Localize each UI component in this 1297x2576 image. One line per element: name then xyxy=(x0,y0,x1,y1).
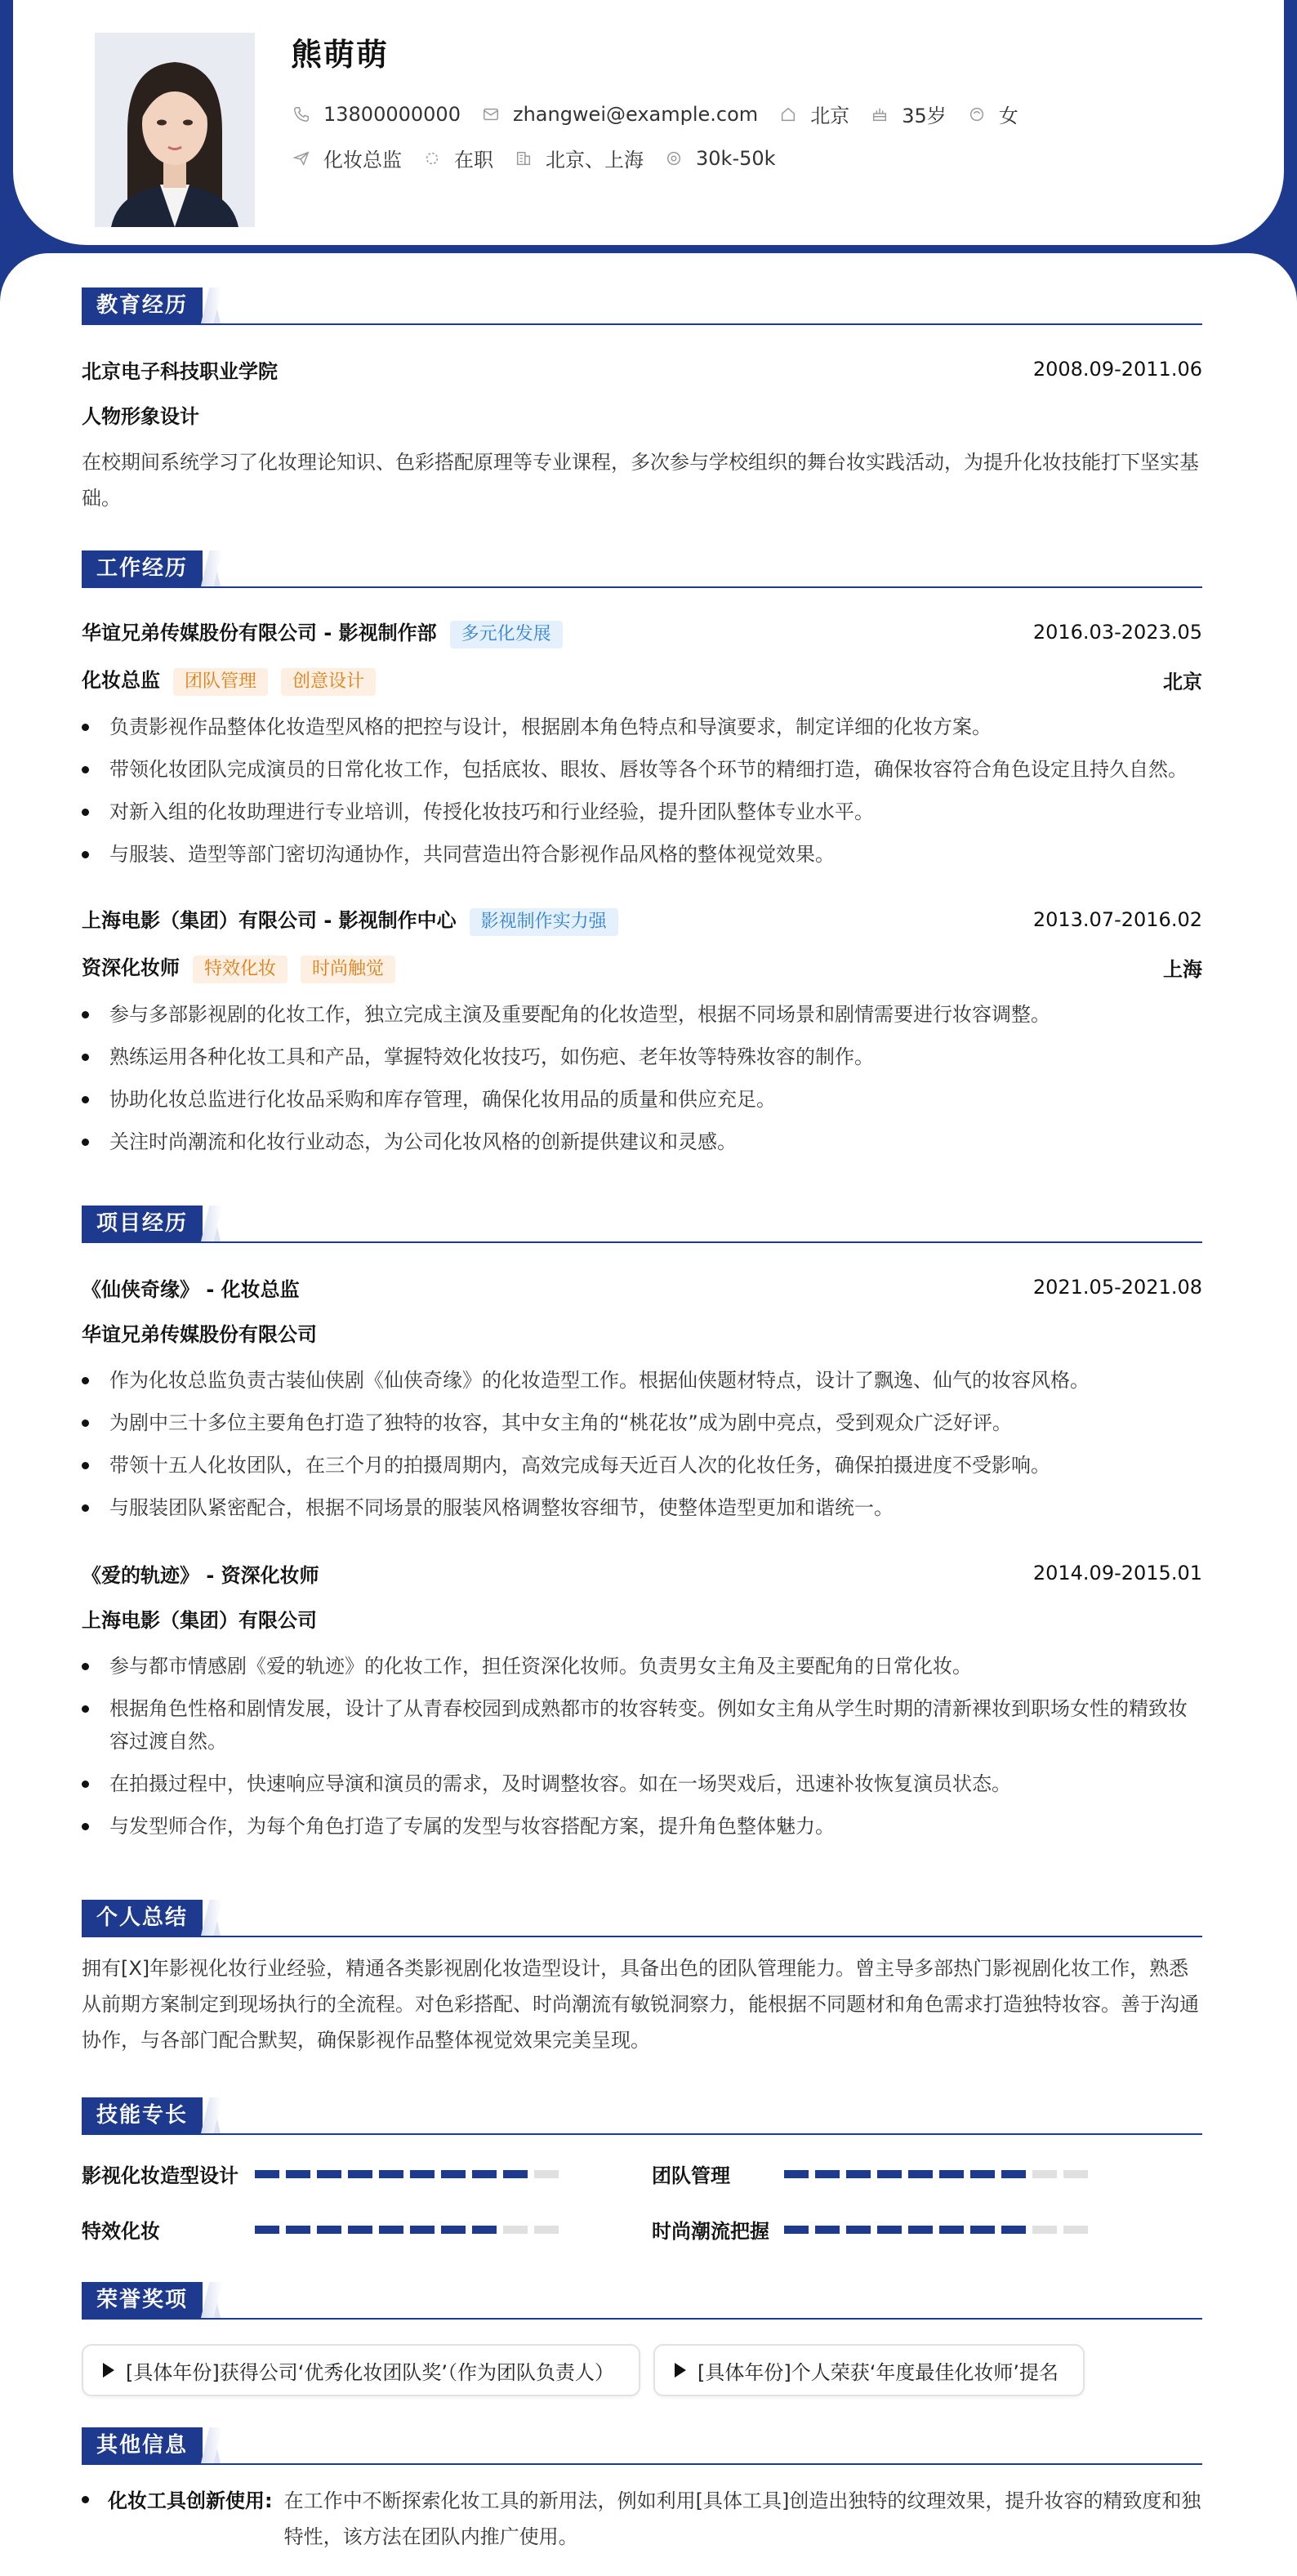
job-title-line xyxy=(82,952,395,983)
skill-bar-segment xyxy=(1001,2170,1026,2178)
skill-bar-segment xyxy=(877,2170,902,2178)
skill-bar-segment xyxy=(503,2170,528,2178)
education-desc: 在校期间系统学习了化妆理论知识、色彩搭配原理等专业课程，多次参与学校组织的舞台妆实践活动，为提升化妆技能打下坚实基础。 xyxy=(82,451,1199,510)
skill-bar-segment xyxy=(441,2170,466,2178)
honor-text: [具体年份]获得公司‘优秀化妆团队奖’（作为团队负责人） xyxy=(126,2360,614,2384)
education-section xyxy=(82,287,1202,325)
phone-text: 13800000000 xyxy=(323,102,461,126)
avatar-portrait-icon xyxy=(95,33,255,227)
phone-info xyxy=(292,103,461,126)
city-info xyxy=(779,100,849,128)
skill-bar-segment xyxy=(534,2170,559,2178)
skill-bar-segment xyxy=(1032,2226,1057,2234)
skill-bar-segment xyxy=(1001,2226,1026,2234)
mail-icon xyxy=(482,105,500,123)
skill-bar-segment xyxy=(472,2170,497,2178)
section-title: 个人总结 xyxy=(82,1900,203,1936)
list-item: 为剧中三十多位主要角色打造了独特的妆容，其中女主角的“桃花妆”成为剧中亮点，受到观众广泛好评。 xyxy=(82,1406,1202,1439)
section-title: 其他信息 xyxy=(82,2427,203,2463)
other-label: 化妆工具创新使用: xyxy=(108,2489,273,2512)
work-bullets xyxy=(82,998,1202,1158)
loading-icon xyxy=(423,149,441,167)
gender-info xyxy=(968,100,1018,128)
list-item: 对新入组的化妆助理进行专业培训，传授化妆技巧和行业经验，提升团队整体专业水平。 xyxy=(82,796,1202,828)
section-title: 荣誉奖项 xyxy=(82,2282,203,2318)
skill-bar-segment xyxy=(255,2226,279,2234)
project-name: 《仙侠奇缘》 - 化妆总监 xyxy=(82,1277,300,1301)
skill-bar-segment xyxy=(846,2170,871,2178)
section-header xyxy=(82,1206,1202,1243)
summary-section xyxy=(82,1900,1202,2058)
skill-tag: 特效化妆 xyxy=(193,956,287,983)
home-icon xyxy=(779,105,797,123)
skill-level-bar xyxy=(784,2226,1094,2234)
project-entry xyxy=(82,1271,1202,1534)
other-section xyxy=(82,2427,1202,2555)
job-row xyxy=(292,144,797,172)
skill-bar-segment xyxy=(317,2226,341,2234)
resume-body xyxy=(0,253,1297,2576)
section-title: 项目经历 xyxy=(82,1206,203,1241)
skill-name: 时尚潮流把握 xyxy=(652,2220,769,2243)
skill-bar-segment xyxy=(970,2170,995,2178)
work-location: 上海 xyxy=(1163,957,1202,981)
honors-section xyxy=(82,2282,1202,2396)
major-name: 人物形象设计 xyxy=(82,405,199,428)
list-item: 参与都市情感剧《爱的轨迹》的化妆工作，担任资深化妆师。负责男女主角及主要配角的日常化妆。 xyxy=(82,1650,1202,1682)
section-header xyxy=(82,287,1202,325)
project-company: 上海电影（集团）有限公司 xyxy=(82,1609,317,1632)
status-text: 在职 xyxy=(454,149,493,172)
skill-bar-segment xyxy=(255,2170,279,2178)
skills-section xyxy=(82,2097,1202,2135)
section-header xyxy=(82,2097,1202,2135)
skill-bar-segment xyxy=(815,2226,840,2234)
email-text: zhangwei@example.com xyxy=(512,102,759,126)
skill-bar-segment xyxy=(1063,2226,1088,2234)
section-header xyxy=(82,1900,1202,1937)
list-item: 在拍摄过程中，快速响应导演和演员的需求，及时调整妆容。如在一场哭戏后，迅速补妆恢复演员状态。 xyxy=(82,1767,1202,1800)
list-item: 关注时尚潮流和化妆行业动态，为公司化妆风格的创新提供建议和灵感。 xyxy=(82,1125,1202,1158)
building-icon xyxy=(515,149,533,167)
other-text: 在工作中不断探索化妆工具的新用法，例如利用[具体工具]创造出独特的纹理效果，提升妆容的精致度和独特性，该方法在团队内推广使用。 xyxy=(283,2489,1201,2548)
cake-icon xyxy=(871,105,889,123)
section-header xyxy=(82,2427,1202,2465)
list-item: 参与多部影视剧的化妆工作，独立完成主演及重要配角的化妆造型，根据不同场景和剧情需要进行妆容调整。 xyxy=(82,998,1202,1031)
skill-level-bar xyxy=(784,2170,1094,2178)
skill-bar-segment xyxy=(503,2226,528,2234)
list-item: 带领十五人化妆团队，在三个月的拍摄周期内，高效完成每天近百人次的化妆任务，确保拍摄进度不受影响。 xyxy=(82,1449,1202,1482)
skill-tag: 时尚触觉 xyxy=(301,956,395,983)
skill-bar-segment xyxy=(410,2226,435,2234)
work-bullets xyxy=(82,711,1202,871)
city-text: 北京 xyxy=(810,105,850,127)
honor-item xyxy=(653,2344,1085,2396)
job-info xyxy=(292,144,402,172)
skill-bar-segment xyxy=(379,2226,403,2234)
section-header xyxy=(82,2282,1202,2320)
summary-text: 拥有[X]年影视化妆行业经验，精通各类影视剧化妆造型设计，具备出色的团队管理能力。曾主导多部热门影视剧化妆工作，熟悉从前期方案制定到现场执行的全流程。对色彩搭配、时尚潮流有敏锐洞察力，能根据不同题材和角色需求打造独特妆容。善于沟通协作，与各部门配合默契，确保影视作品整体视觉效果完美呈现。 xyxy=(82,1957,1199,2052)
email-info xyxy=(482,103,758,126)
play-icon xyxy=(103,2363,114,2378)
list-item: 与发型师合作，为每个角色打造了专属的发型与妆容搭配方案，提升角色整体魅力。 xyxy=(82,1810,1202,1843)
age-info xyxy=(871,100,947,128)
list-item: 根据角色性格和剧情发展，设计了从青春校园到成熟都市的妆容转变。例如女主角从学生时期的清新裸妆到职场女性的精致妆容过渡自然。 xyxy=(82,1692,1202,1758)
skill-bar-segment xyxy=(970,2226,995,2234)
project-company: 华谊兄弟传媒股份有限公司 xyxy=(82,1323,317,1346)
skill-bar-segment xyxy=(877,2226,902,2234)
salary-info xyxy=(665,147,776,170)
section-title: 技能专长 xyxy=(82,2097,203,2133)
gender-text: 女 xyxy=(998,105,1018,127)
other-item xyxy=(82,2483,1202,2555)
company-tag: 影视制作实力强 xyxy=(470,908,618,936)
project-bullets xyxy=(82,1364,1202,1524)
list-item: 作为化妆总监负责古装仙侠剧《仙侠奇缘》的化妆造型工作。根据仙侠题材特点，设计了飘逸、仙气的妆容风格。 xyxy=(82,1364,1202,1397)
target-city-info xyxy=(515,144,644,172)
company-name: 上海电影（集团）有限公司 - 影视制作中心 xyxy=(82,908,457,932)
skill-item xyxy=(652,2159,1094,2188)
honor-text: [具体年份]个人荣获‘年度最佳化妆师’提名 xyxy=(697,2360,1059,2384)
send-icon xyxy=(292,149,310,167)
skill-name: 特效化妆 xyxy=(82,2220,160,2243)
skill-bar-segment xyxy=(472,2226,497,2234)
work-date: 2016.03-2023.05 xyxy=(1032,621,1202,644)
work-location: 北京 xyxy=(1163,670,1202,693)
school-name: 北京电子科技职业学院 xyxy=(82,359,278,383)
list-item: 熟练运用各种化妆工具和产品，掌握特效化妆技巧，如伤疤、老年妆等特殊妆容的制作。 xyxy=(82,1041,1202,1073)
section-title: 教育经历 xyxy=(82,287,203,323)
job-title-line xyxy=(82,664,376,696)
gender-icon xyxy=(968,105,986,123)
skill-name: 团队管理 xyxy=(652,2164,730,2187)
play-icon xyxy=(675,2363,686,2378)
company-name-line xyxy=(82,904,618,936)
salary-text: 30k-50k xyxy=(696,146,776,170)
skill-item xyxy=(82,2159,565,2188)
company-name-line xyxy=(82,617,563,648)
work-date: 2013.07-2016.02 xyxy=(1032,908,1202,931)
skill-tag: 创意设计 xyxy=(281,668,376,696)
skill-bar-segment xyxy=(286,2226,310,2234)
skill-item xyxy=(82,2215,565,2244)
skill-level-bar xyxy=(255,2226,565,2234)
skills-grid xyxy=(82,2159,1202,2257)
list-item: 与服装、造型等部门密切沟通协作，共同营造出符合影视作品风格的整体视觉效果。 xyxy=(82,838,1202,871)
project-date: 2014.09-2015.01 xyxy=(1032,1562,1202,1584)
job-title: 化妆总监 xyxy=(82,668,160,692)
list-item: 协助化妆总监进行化妆品采购和库存管理，确保化妆用品的质量和供应充足。 xyxy=(82,1083,1202,1116)
skill-bar-segment xyxy=(784,2226,809,2234)
job-text: 化妆总监 xyxy=(323,149,402,172)
work-entry xyxy=(82,902,1202,1168)
bullet-dot xyxy=(82,2496,89,2503)
contact-row xyxy=(292,100,1040,128)
list-item: 负责影视作品整体化妆造型风格的把控与设计，根据剧本角色特点和导演要求，制定详细的化妆方案。 xyxy=(82,711,1202,743)
phone-icon xyxy=(292,105,310,123)
project-bullets xyxy=(82,1650,1202,1843)
section-header xyxy=(82,550,1202,588)
project-date: 2021.05-2021.08 xyxy=(1032,1276,1202,1299)
skill-bar-segment xyxy=(939,2170,964,2178)
skill-bar-segment xyxy=(908,2226,933,2234)
work-section xyxy=(82,550,1202,588)
skill-bar-segment xyxy=(410,2170,435,2178)
list-item: 带领化妆团队完成演员的日常化妆工作，包括底妆、眼妆、唇妆等各个环节的精细打造，确保妆容符合角色设定且持久自然。 xyxy=(82,753,1202,786)
skill-bar-segment xyxy=(846,2226,871,2234)
skill-bar-segment xyxy=(534,2226,559,2234)
skill-bar-segment xyxy=(815,2170,840,2178)
skill-name: 影视化妆造型设计 xyxy=(82,2164,238,2187)
section-title: 工作经历 xyxy=(82,550,203,586)
skill-bar-segment xyxy=(784,2170,809,2178)
project-name: 《爱的轨迹》 - 资深化妆师 xyxy=(82,1563,319,1587)
age-text: 35岁 xyxy=(902,105,947,127)
skill-bar-segment xyxy=(939,2226,964,2234)
skill-bar-segment xyxy=(286,2170,310,2178)
job-title: 资深化妆师 xyxy=(82,956,180,979)
skill-bar-segment xyxy=(441,2226,466,2234)
status-info xyxy=(423,144,493,172)
list-item: 与服装团队紧密配合，根据不同场景的服装风格调整妆容细节，使整体造型更加和谐统一。 xyxy=(82,1491,1202,1524)
profile-header xyxy=(13,0,1284,245)
skill-level-bar xyxy=(255,2170,565,2178)
honor-item xyxy=(82,2344,640,2396)
skill-bar-segment xyxy=(1063,2170,1088,2178)
project-entry xyxy=(82,1557,1202,1852)
work-entry xyxy=(82,614,1202,880)
honor-list xyxy=(82,2344,1202,2396)
coin-icon xyxy=(665,149,683,167)
skill-bar-segment xyxy=(1032,2170,1057,2178)
target-city-text: 北京、上海 xyxy=(546,149,644,172)
skill-bar-segment xyxy=(348,2170,372,2178)
skill-bar-segment xyxy=(908,2170,933,2178)
skill-bar-segment xyxy=(379,2170,403,2178)
education-entry xyxy=(82,353,1202,516)
skill-tag: 团队管理 xyxy=(173,668,268,696)
skill-bar-segment xyxy=(317,2170,341,2178)
avatar xyxy=(95,33,255,227)
project-section xyxy=(82,1206,1202,1243)
company-name: 华谊兄弟传媒股份有限公司 - 影视制作部 xyxy=(82,621,437,644)
candidate-name: 熊萌萌 xyxy=(291,37,390,73)
company-tag: 多元化发展 xyxy=(450,621,563,648)
education-date: 2008.09-2011.06 xyxy=(1032,358,1202,381)
skill-bar-segment xyxy=(348,2226,372,2234)
skill-item xyxy=(652,2215,1094,2244)
